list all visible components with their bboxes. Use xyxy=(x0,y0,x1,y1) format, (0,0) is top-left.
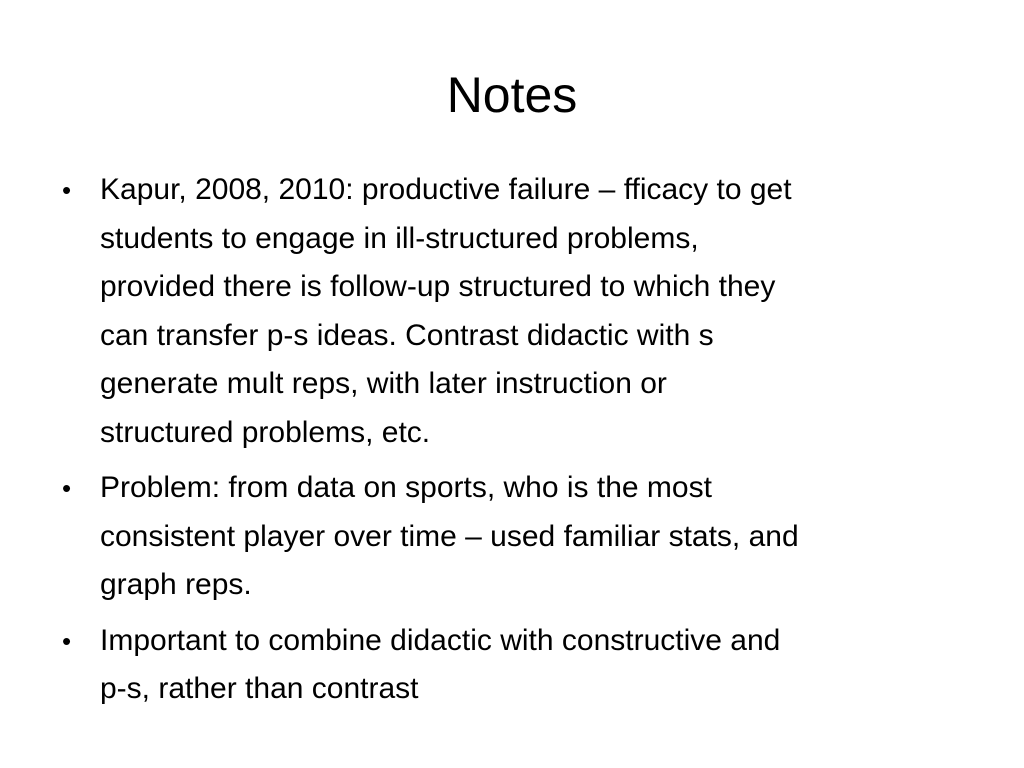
bullet-list xyxy=(52,166,972,721)
bullet-line: structured problems, etc. xyxy=(100,415,431,449)
bullet-icon: • xyxy=(62,175,72,205)
bullet-line: provided there is follow-up structured to which they xyxy=(100,270,776,303)
bullet-item xyxy=(52,166,972,457)
bullet-item xyxy=(52,464,972,610)
slide-title: Notes xyxy=(446,67,578,123)
bullet-item xyxy=(52,617,972,714)
bullet-line: Important to combine didactic with constructive and xyxy=(100,623,781,657)
bullet-icon: • xyxy=(62,625,72,656)
bullet-line: graph reps. xyxy=(100,568,252,601)
bullet-line: generate mult reps, with later instruction or xyxy=(100,367,667,400)
bullet-line: p-s, rather than contrast xyxy=(100,672,419,705)
bullet-icon: • xyxy=(62,473,72,503)
bullet-line: students to engage in ill-structured problems, xyxy=(100,221,699,255)
bullet-line: consistent player over time – used familiar stats, and xyxy=(100,519,799,553)
bullet-line: can transfer p-s ideas. Contrast didactic with s xyxy=(100,318,714,352)
bullet-line: Kapur, 2008, 2010: productive failure – fficacy to get xyxy=(100,173,792,206)
bullet-line: Problem: from data on sports, who is the most xyxy=(100,471,712,504)
